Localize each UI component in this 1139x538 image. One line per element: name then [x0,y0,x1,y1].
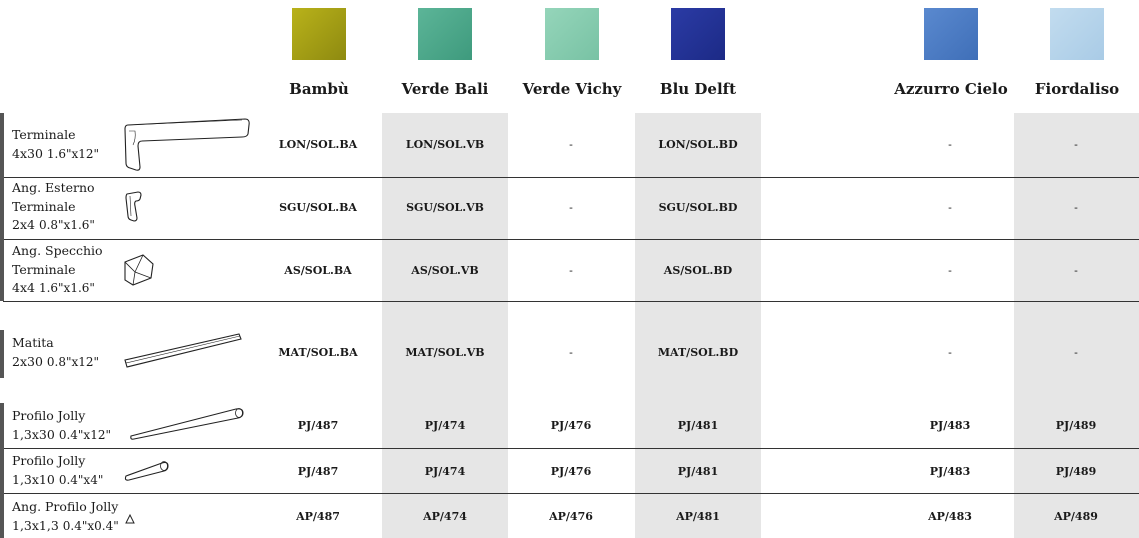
row-label-profilo-jolly-short [12,452,103,489]
size-inch: 0.8"x12" [46,354,100,369]
code-cell: SGU/SOL.BD [658,201,738,214]
size-cm: 2x30 [12,353,43,369]
row-divider [3,177,1139,178]
row-label-line: Terminale [12,127,76,142]
code-cell: - [1074,264,1078,277]
code-cell: MAT/SOL.BA [278,346,358,359]
swatch-verde-bali [418,8,472,60]
code-cell: SGU/SOL.VB [406,201,484,214]
matita-piece-icon [122,330,244,372]
code-cell: MAT/SOL.VB [405,346,485,359]
code-cell: - [948,138,952,151]
code-cell: - [1074,138,1078,151]
row-label-line: Matita [12,335,54,350]
code-cell: PJ/489 [1055,465,1097,478]
row-label-line: Profilo Jolly [12,453,86,468]
size-inch: 0.4"x12" [58,427,111,442]
column-name-verde-vichy: Verde Vichy [522,80,622,98]
swatch-fiordaliso [1050,8,1104,60]
code-cell: AP/483 [928,510,972,523]
size-inch: 0.8"x1.6" [38,218,95,232]
row-label-line: Terminale [12,261,76,277]
code-cell: AP/474 [423,510,467,523]
angle-mirror-piece-icon [121,252,157,288]
row-label-ang-specchio [12,242,103,298]
row-dimensions [12,471,103,490]
row-dimensions [12,145,99,164]
code-cell: - [948,346,952,359]
code-cell: SGU/SOL.BA [279,201,357,214]
row-label-terminale [12,126,99,163]
row-divider [3,301,1139,302]
code-cell: LON/SOL.VB [405,138,485,151]
row-label-profilo-jolly-long [12,407,111,444]
code-cell: - [569,264,573,277]
swatch-blu-delft [671,8,725,60]
row-dimensions [12,279,103,298]
size-cm: 1,3x10 [12,471,55,487]
size-cm: 2x4 [12,217,35,232]
size-inch: 0.4"x4" [58,472,104,487]
size-cm: 1,3x1,3 [12,517,59,533]
row-label-line: Terminale [12,198,76,214]
code-cell: AP/476 [549,510,593,523]
swatch-bambu [292,8,346,60]
row-marker [0,113,4,301]
code-cell: PJ/483 [929,419,971,432]
row-marker [0,403,4,538]
column-name-blu-delft: Blu Delft [659,80,737,98]
code-cell: AS/SOL.BA [284,264,352,277]
code-cell: - [569,346,573,359]
code-cell: PJ/476 [550,465,592,478]
code-cell: AP/487 [296,510,340,523]
column-name-azzurro-cielo: Azzurro Cielo [894,80,1008,98]
code-cell: PJ/489 [1055,419,1097,432]
angle-external-piece-icon [122,190,146,224]
column-name-fiordaliso: Fiordaliso [1034,80,1120,98]
code-cell: LON/SOL.BD [658,138,738,151]
swatch-azzurro-cielo [924,8,978,60]
row-marker [0,330,4,378]
row-divider [3,448,1139,449]
row-label-ang-profilo-jolly [12,498,119,535]
terminale-piece-icon [120,117,252,175]
row-label-matita [12,334,99,371]
code-cell: - [1074,201,1078,214]
row-label-line: Profilo Jolly [12,408,86,423]
code-cell: AP/489 [1054,510,1098,523]
code-cell: AS/SOL.BD [663,264,733,277]
size-inch: 0.4"x0.4" [62,518,119,533]
code-cell: - [948,201,952,214]
column-name-bambu: Bambù [289,80,349,98]
row-dimensions [12,517,119,536]
swatch-verde-vichy [545,8,599,60]
code-cell: PJ/487 [297,419,339,432]
code-cell: LON/SOL.BA [278,138,358,151]
size-cm: 4x30 [12,145,43,161]
row-dimensions [12,216,95,235]
code-cell: AP/481 [676,510,720,523]
code-cell: - [948,264,952,277]
code-cell: PJ/474 [424,465,466,478]
code-cell: PJ/476 [550,419,592,432]
row-divider [3,239,1139,240]
code-cell: - [569,138,573,151]
jolly-angle-piece-icon [124,513,136,525]
jolly-long-piece-icon [128,406,246,442]
code-cell: MAT/SOL.BD [657,346,739,359]
size-cm: 4x4 [12,280,35,295]
size-inch: 1.6"x12" [46,146,100,161]
code-cell: PJ/481 [677,419,719,432]
row-divider [3,493,1139,494]
code-cell: PJ/474 [424,419,466,432]
row-dimensions [12,426,111,445]
size-cm: 1,3x30 [12,426,55,442]
row-label-line: Ang. Specchio [12,243,103,258]
code-cell: PJ/487 [297,465,339,478]
row-label-line: Ang. Profilo Jolly [12,499,119,514]
code-cell: PJ/483 [929,465,971,478]
size-inch: 1.6"x1.6" [38,281,95,295]
row-label-line: Ang. Esterno [12,180,95,195]
code-cell: - [569,201,573,214]
code-cell: AS/SOL.VB [411,264,479,277]
column-name-verde-bali: Verde Bali [401,80,489,98]
code-cell: - [1074,346,1078,359]
code-cell: PJ/481 [677,465,719,478]
jolly-short-piece-icon [122,458,172,482]
row-label-ang-esterno [12,179,95,235]
row-dimensions [12,353,99,372]
